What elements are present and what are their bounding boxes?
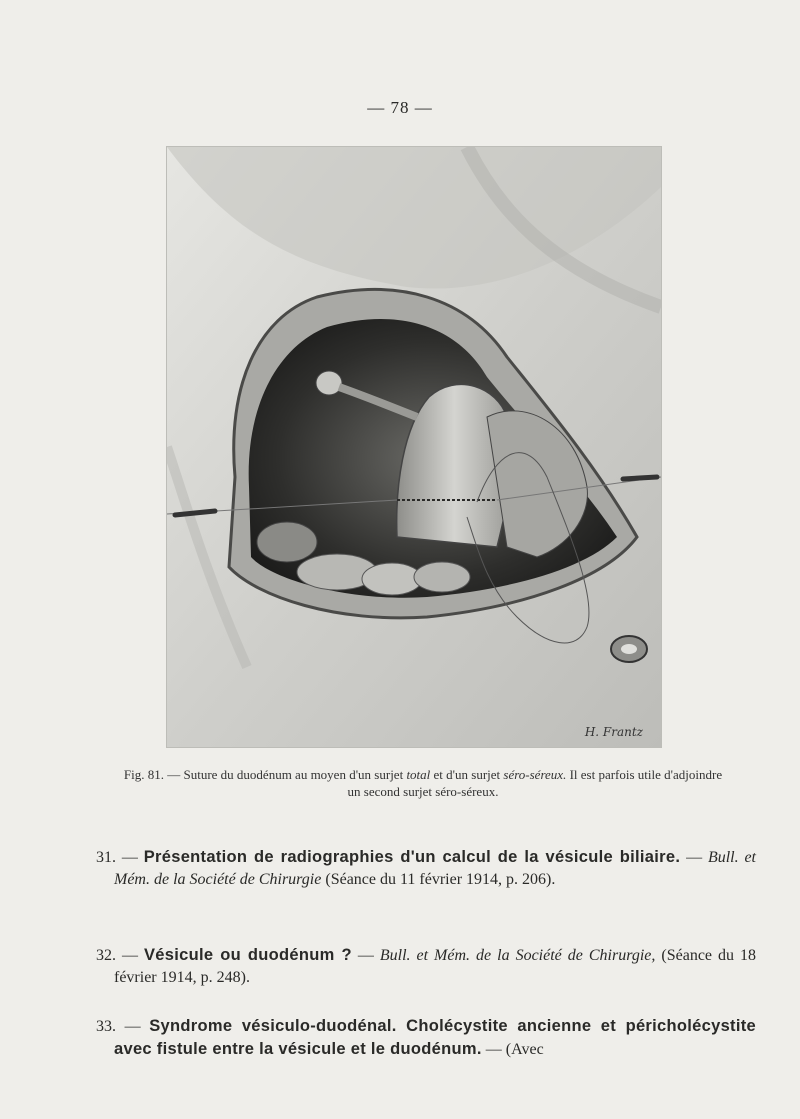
entry-number: 31. — — [96, 849, 144, 866]
entry-separator: — — [680, 849, 708, 866]
bibliography-entry-32 — [96, 944, 756, 989]
illustration-drawing — [167, 147, 661, 747]
entry-journal: Bull. et Mém. de la Société de Chirurgie, — [379, 947, 656, 964]
entry-reference: (Séance du 11 février 1914, p. 206). — [321, 871, 556, 888]
caption-text-1: Fig. 81. — Suture du duodénum au moyen d'un surjet — [123, 767, 407, 782]
caption-text-2: et d'un surjet — [430, 767, 504, 782]
entry-reference: (Séance du 18 février 1914, p. 248). — [114, 947, 757, 986]
entry-separator: — — [481, 1041, 506, 1058]
page-number: — 78 — — [367, 98, 433, 117]
entry-title: Syndrome vésiculo-duodénal. Cholécystite ancienne et péricholécystite avec fistule entre la vésicule et le duodénum. — [114, 1017, 757, 1058]
entry-title: Présentation de radiographies d'un calcul de la vésicule biliaire. — [143, 848, 681, 866]
entry-number: 33. — — [96, 1018, 150, 1035]
bibliography-entry-31 — [96, 846, 756, 891]
surgical-illustration — [166, 146, 662, 748]
caption-emphasis-1: total — [406, 767, 431, 782]
entry-title: Vésicule ou duodénum ? — [144, 946, 352, 964]
caption-text-3: Il est parfois utile d'adjoindre un second surjet séro-séreux. — [347, 767, 723, 799]
entry-number: 32. — — [96, 947, 144, 964]
entry-reference: (Avec — [505, 1041, 544, 1058]
artist-signature: H. Frantz — [584, 725, 643, 739]
caption-emphasis-2: séro-séreux. — [503, 767, 567, 782]
bibliography-entry-33 — [96, 1015, 756, 1061]
figure-caption — [118, 766, 728, 800]
entry-journal: Bull. et Mém. de la Société de Chirurgie — [114, 849, 757, 888]
entry-separator: — — [351, 947, 380, 964]
